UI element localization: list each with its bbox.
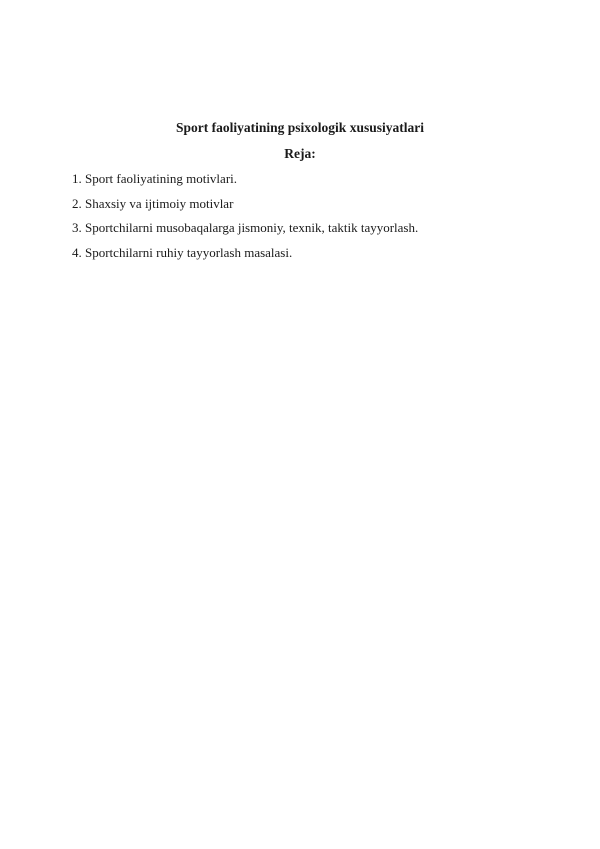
plan-heading: Reja: [284,146,316,161]
plan-item-3: 3. Sportchilarni musobaqalarga jismoniy, texnik, taktik tayyorlash. [72,220,419,235]
plan-list [72,170,418,268]
document-title: Sport faoliyatining psixologik xususiyatlari [176,120,424,135]
plan-item-2: 2. Shaxsiy va ijtimoiy motivlar [72,195,234,211]
plan-item-1: 1. Sport faoliyatining motivlari. [72,171,238,186]
plan-item-4: 4. Sportchilarni ruhiy tayyorlash masalasi. [72,244,293,260]
